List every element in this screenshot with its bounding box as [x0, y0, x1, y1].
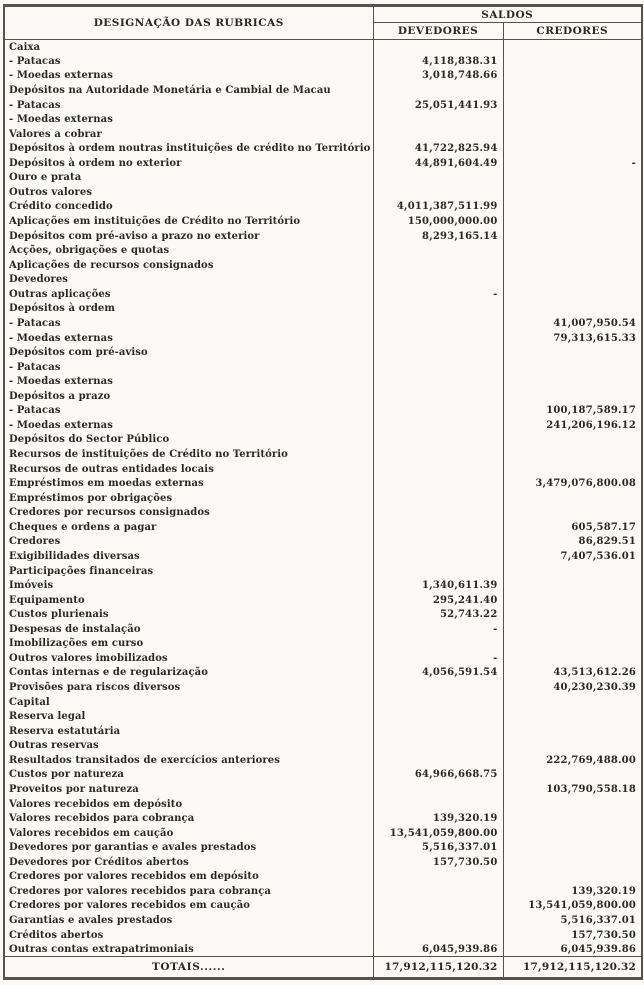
table-row: [4, 345, 642, 360]
table-row: [4, 54, 642, 69]
row-devedores-value: [373, 243, 503, 258]
row-label: - Patacas: [4, 54, 373, 69]
row-devedores-value: 157,730.50: [373, 855, 503, 870]
table-row: [4, 418, 642, 433]
row-credores-value: [503, 69, 642, 84]
row-credores-value: [503, 724, 642, 739]
row-label: Outras contas extrapatrimoniais: [4, 942, 373, 957]
row-label: Depósitos na Autoridade Monetária e Cambial de Macau: [4, 83, 373, 98]
totals-row: [4, 957, 642, 979]
row-credores-value: 157,730.50: [503, 928, 642, 943]
row-label: Garantias e avales prestados: [4, 913, 373, 928]
table-row: [4, 797, 642, 812]
row-label: Capital: [4, 695, 373, 710]
row-devedores-value: [373, 302, 503, 317]
table-row: [4, 884, 642, 899]
row-label: Contas internas e de regularização: [4, 666, 373, 681]
row-label: Valores recebidos para cobrança: [4, 811, 373, 826]
row-devedores-value: [373, 797, 503, 812]
row-devedores-value: [373, 637, 503, 652]
row-credores-value: [503, 273, 642, 288]
row-credores-value: [503, 593, 642, 608]
table-row: [4, 185, 642, 200]
row-credores-value: -: [503, 156, 642, 171]
row-label: - Moedas externas: [4, 331, 373, 346]
row-credores-value: [503, 98, 642, 113]
row-label: Provisões para riscos diversos: [4, 680, 373, 695]
table-row: [4, 40, 642, 55]
table-row: [4, 826, 642, 841]
row-devedores-value: [373, 112, 503, 127]
row-devedores-value: [373, 447, 503, 462]
row-label: Equipamento: [4, 593, 373, 608]
table-row: [4, 243, 642, 258]
table-row: [4, 607, 642, 622]
row-label: - Patacas: [4, 360, 373, 375]
row-credores-value: [503, 768, 642, 783]
table-row: [4, 942, 642, 957]
row-devedores-value: [373, 40, 503, 55]
row-devedores-value: [373, 360, 503, 375]
row-label: Depósitos com pré-aviso a prazo no exterior: [4, 229, 373, 244]
row-devedores-value: [373, 739, 503, 754]
table-body: [4, 40, 642, 957]
row-credores-value: [503, 870, 642, 885]
row-devedores-value: 13,541,059,800.00: [373, 826, 503, 841]
row-devedores-value: 295,241.40: [373, 593, 503, 608]
row-label: Reserva legal: [4, 709, 373, 724]
table-row: [4, 913, 642, 928]
row-label: Devedores: [4, 273, 373, 288]
row-credores-value: [503, 200, 642, 215]
row-credores-value: [503, 229, 642, 244]
row-devedores-value: [373, 273, 503, 288]
row-label: Outras reservas: [4, 739, 373, 754]
row-label: Depósitos à ordem no exterior: [4, 156, 373, 171]
table-row: [4, 374, 642, 389]
table-row: [4, 768, 642, 783]
row-label: Despesas de instalação: [4, 622, 373, 637]
table-row: [4, 637, 642, 652]
row-credores-value: 5,516,337.01: [503, 913, 642, 928]
row-label: Depósitos a prazo: [4, 389, 373, 404]
column-header-designacao: DESIGNAÇÃO DAS RUBRICAS: [4, 6, 373, 40]
table-row: [4, 98, 642, 113]
row-devedores-value: [373, 695, 503, 710]
row-devedores-value: [373, 462, 503, 477]
row-credores-value: 40,230,230.39: [503, 680, 642, 695]
row-devedores-value: [373, 374, 503, 389]
row-label: Outras aplicações: [4, 287, 373, 302]
table-row: [4, 83, 642, 98]
row-credores-value: [503, 607, 642, 622]
row-label: Credores: [4, 535, 373, 550]
table-row: [4, 287, 642, 302]
table-header: [4, 6, 642, 40]
column-header-credores: CREDORES: [503, 23, 642, 40]
row-label: Ouro e prata: [4, 171, 373, 186]
row-devedores-value: [373, 258, 503, 273]
row-label: Empréstimos por obrigações: [4, 491, 373, 506]
row-credores-value: [503, 54, 642, 69]
row-label: - Patacas: [4, 316, 373, 331]
row-devedores-value: 1,340,611.39: [373, 578, 503, 593]
table-row: [4, 782, 642, 797]
row-credores-value: [503, 491, 642, 506]
table-row: [4, 564, 642, 579]
table-row: [4, 593, 642, 608]
row-devedores-value: [373, 928, 503, 943]
row-devedores-value: [373, 127, 503, 142]
row-devedores-value: -: [373, 651, 503, 666]
row-label: Credores por recursos consignados: [4, 506, 373, 521]
row-devedores-value: [373, 535, 503, 550]
table-row: [4, 855, 642, 870]
row-devedores-value: [373, 753, 503, 768]
row-label: Empréstimos em moedas externas: [4, 476, 373, 491]
row-label: Recursos de instituições de Crédito no Território: [4, 447, 373, 462]
row-credores-value: [503, 622, 642, 637]
row-devedores-value: [373, 680, 503, 695]
row-credores-value: [503, 739, 642, 754]
row-devedores-value: -: [373, 622, 503, 637]
row-credores-value: 100,187,589.17: [503, 404, 642, 419]
row-devedores-value: 4,118,838.31: [373, 54, 503, 69]
row-label: Recursos de outras entidades locais: [4, 462, 373, 477]
row-devedores-value: [373, 913, 503, 928]
table-row: [4, 462, 642, 477]
row-devedores-value: [373, 316, 503, 331]
row-label: - Patacas: [4, 98, 373, 113]
table-row: [4, 156, 642, 171]
row-devedores-value: [373, 418, 503, 433]
row-credores-value: [503, 171, 642, 186]
row-credores-value: [503, 797, 642, 812]
row-label: Crédito concedido: [4, 200, 373, 215]
row-credores-value: [503, 811, 642, 826]
table-row: [4, 491, 642, 506]
table-row: [4, 447, 642, 462]
row-label: Custos plurienais: [4, 607, 373, 622]
row-credores-value: [503, 462, 642, 477]
row-label: - Moedas externas: [4, 418, 373, 433]
row-devedores-value: [373, 520, 503, 535]
row-devedores-value: [373, 884, 503, 899]
row-credores-value: 43,513,612.26: [503, 666, 642, 681]
row-label: Outros valores: [4, 185, 373, 200]
row-label: Créditos abertos: [4, 928, 373, 943]
row-devedores-value: 8,293,165.14: [373, 229, 503, 244]
row-credores-value: 86,829.51: [503, 535, 642, 550]
row-credores-value: [503, 578, 642, 593]
row-label: Cheques e ordens a pagar: [4, 520, 373, 535]
table-row: [4, 578, 642, 593]
table-row: [4, 724, 642, 739]
row-credores-value: 41,007,950.54: [503, 316, 642, 331]
table-row: [4, 433, 642, 448]
table-row: [4, 316, 642, 331]
row-label: Valores recebidos em depósito: [4, 797, 373, 812]
column-header-saldos: SALDOS: [373, 6, 642, 23]
row-credores-value: [503, 127, 642, 142]
table-row: [4, 739, 642, 754]
row-devedores-value: -: [373, 287, 503, 302]
row-credores-value: [503, 345, 642, 360]
table-row: [4, 535, 642, 550]
row-credores-value: 222,769,488.00: [503, 753, 642, 768]
table-row: [4, 753, 642, 768]
row-credores-value: [503, 83, 642, 98]
row-label: - Patacas: [4, 404, 373, 419]
row-devedores-value: [373, 345, 503, 360]
table-row: [4, 404, 642, 419]
table-row: [4, 666, 642, 681]
table-row: [4, 331, 642, 346]
table-row: [4, 622, 642, 637]
table-row: [4, 200, 642, 215]
row-devedores-value: 3,018,748.66: [373, 69, 503, 84]
row-credores-value: [503, 695, 642, 710]
totals-credores-value: 17,912,115,120.32: [503, 957, 642, 979]
table-row: [4, 258, 642, 273]
table-row: [4, 651, 642, 666]
row-devedores-value: 6,045,939.86: [373, 942, 503, 957]
row-credores-value: [503, 447, 642, 462]
row-label: Valores a cobrar: [4, 127, 373, 142]
row-credores-value: [503, 826, 642, 841]
row-label: Proveitos por natureza: [4, 782, 373, 797]
row-credores-value: [503, 258, 642, 273]
row-label: Aplicações de recursos consignados: [4, 258, 373, 273]
table-row: [4, 476, 642, 491]
table-row: [4, 69, 642, 84]
row-credores-value: [503, 433, 642, 448]
row-credores-value: 241,206,196.12: [503, 418, 642, 433]
row-credores-value: [503, 112, 642, 127]
table-row: [4, 840, 642, 855]
row-credores-value: [503, 243, 642, 258]
row-label: Devedores por Créditos abertos: [4, 855, 373, 870]
table-row: [4, 112, 642, 127]
row-devedores-value: [373, 506, 503, 521]
row-label: - Moedas externas: [4, 374, 373, 389]
table-row: [4, 141, 642, 156]
row-credores-value: 139,320.19: [503, 884, 642, 899]
row-label: Depósitos à ordem: [4, 302, 373, 317]
row-credores-value: [503, 855, 642, 870]
row-label: - Moedas externas: [4, 69, 373, 84]
row-label: Participações financeiras: [4, 564, 373, 579]
row-devedores-value: 64,966,668.75: [373, 768, 503, 783]
row-devedores-value: [373, 433, 503, 448]
table-row: [4, 709, 642, 724]
row-devedores-value: 150,000,000.00: [373, 214, 503, 229]
row-credores-value: [503, 637, 642, 652]
row-label: Imóveis: [4, 578, 373, 593]
row-credores-value: [503, 389, 642, 404]
row-label: Depósitos com pré-aviso: [4, 345, 373, 360]
row-label: Outros valores imobilizados: [4, 651, 373, 666]
table-row: [4, 229, 642, 244]
row-credores-value: 13,541,059,800.00: [503, 899, 642, 914]
row-devedores-value: [373, 404, 503, 419]
row-label: Caixa: [4, 40, 373, 55]
table-row: [4, 302, 642, 317]
row-credores-value: 79,313,615.33: [503, 331, 642, 346]
table-row: [4, 811, 642, 826]
row-credores-value: 7,407,536.01: [503, 549, 642, 564]
row-credores-value: [503, 360, 642, 375]
row-credores-value: [503, 506, 642, 521]
row-devedores-value: 44,891,604.49: [373, 156, 503, 171]
row-label: Credores por valores recebidos em depósito: [4, 870, 373, 885]
table-row: [4, 214, 642, 229]
row-devedores-value: [373, 476, 503, 491]
row-label: Valores recebidos em caução: [4, 826, 373, 841]
column-header-devedores: DEVEDORES: [373, 23, 503, 40]
row-devedores-value: [373, 724, 503, 739]
row-label: Depósitos à ordem noutras instituições de crédito no Território: [4, 141, 373, 156]
row-devedores-value: [373, 389, 503, 404]
row-credores-value: [503, 651, 642, 666]
row-devedores-value: [373, 549, 503, 564]
table-row: [4, 127, 642, 142]
row-devedores-value: [373, 870, 503, 885]
row-credores-value: [503, 214, 642, 229]
row-devedores-value: [373, 185, 503, 200]
row-devedores-value: 25,051,441.93: [373, 98, 503, 113]
table-row: [4, 870, 642, 885]
row-label: Resultados transitados de exercícios anteriores: [4, 753, 373, 768]
row-label: Exigibilidades diversas: [4, 549, 373, 564]
row-credores-value: 103,790,558.18: [503, 782, 642, 797]
row-credores-value: [503, 564, 642, 579]
row-devedores-value: [373, 171, 503, 186]
row-label: Aplicações em instituições de Crédito no Território: [4, 214, 373, 229]
row-credores-value: [503, 709, 642, 724]
row-label: - Moedas externas: [4, 112, 373, 127]
table-row: [4, 171, 642, 186]
row-devedores-value: 4,011,387,511.99: [373, 200, 503, 215]
row-credores-value: [503, 185, 642, 200]
row-devedores-value: [373, 83, 503, 98]
row-credores-value: [503, 840, 642, 855]
row-devedores-value: [373, 899, 503, 914]
table-row: [4, 549, 642, 564]
row-label: Credores por valores recebidos para cobrança: [4, 884, 373, 899]
row-devedores-value: [373, 782, 503, 797]
table-row: [4, 506, 642, 521]
row-label: Devedores por garantias e avales prestados: [4, 840, 373, 855]
row-credores-value: 605,587.17: [503, 520, 642, 535]
table-row: [4, 389, 642, 404]
row-devedores-value: 139,320.19: [373, 811, 503, 826]
row-label: Custos por natureza: [4, 768, 373, 783]
row-credores-value: 3,479,076,800.08: [503, 476, 642, 491]
table-row: [4, 273, 642, 288]
table-row: [4, 695, 642, 710]
row-credores-value: [503, 302, 642, 317]
balance-sheet-table: [3, 4, 643, 980]
table-footer: [4, 957, 642, 979]
totals-label: TOTAIS......: [4, 957, 373, 979]
row-devedores-value: 5,516,337.01: [373, 840, 503, 855]
row-credores-value: [503, 287, 642, 302]
totals-devedores-value: 17,912,115,120.32: [373, 957, 503, 979]
row-devedores-value: [373, 331, 503, 346]
table-row: [4, 899, 642, 914]
row-label: Reserva estatutária: [4, 724, 373, 739]
row-devedores-value: 4,056,591.54: [373, 666, 503, 681]
row-devedores-value: [373, 709, 503, 724]
table-row: [4, 928, 642, 943]
table-row: [4, 360, 642, 375]
row-credores-value: [503, 141, 642, 156]
row-devedores-value: 52,743.22: [373, 607, 503, 622]
row-label: Acções, obrigações e quotas: [4, 243, 373, 258]
table-row: [4, 680, 642, 695]
row-label: Depósitos do Sector Público: [4, 433, 373, 448]
table-row: [4, 520, 642, 535]
row-credores-value: 6,045,939.86: [503, 942, 642, 957]
row-credores-value: [503, 374, 642, 389]
row-devedores-value: [373, 491, 503, 506]
row-devedores-value: 41,722,825.94: [373, 141, 503, 156]
row-label: Imobilizações em curso: [4, 637, 373, 652]
row-label: Credores por valores recebidos em caução: [4, 899, 373, 914]
row-devedores-value: [373, 564, 503, 579]
row-credores-value: [503, 40, 642, 55]
